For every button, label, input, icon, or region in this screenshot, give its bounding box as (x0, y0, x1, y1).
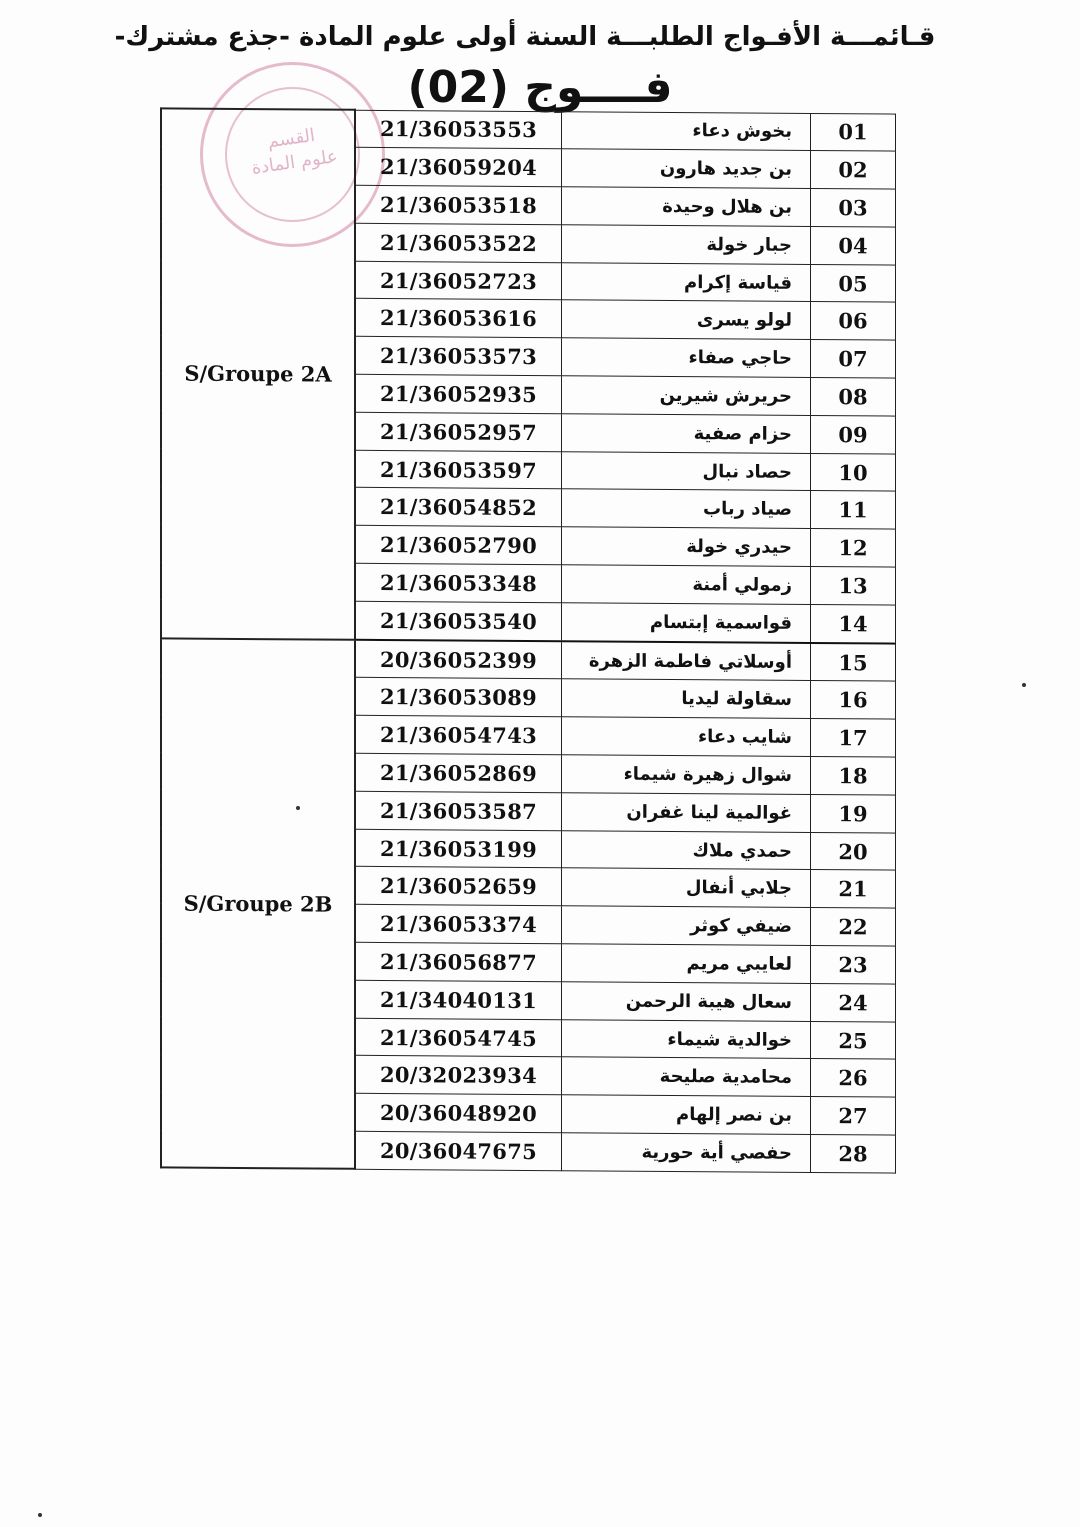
student-id-cell: 20/36048920 (355, 1094, 562, 1133)
student-id-cell: 21/36052957 (355, 412, 562, 451)
row-number-cell: 15 (811, 643, 896, 682)
student-name-cell: لولو يسرى (562, 300, 811, 340)
student-id-cell: 21/36053540 (355, 601, 562, 641)
student-id-cell: 21/36059204 (355, 148, 562, 187)
student-id-cell: 21/36053587 (355, 791, 562, 830)
table-row (161, 108, 896, 151)
group-heading: فــــوج (02) (407, 62, 673, 113)
student-name-cell: حصاد نبال (562, 451, 811, 491)
student-id-cell: 21/36053522 (355, 223, 562, 262)
row-number-cell: 14 (811, 604, 896, 643)
row-number-cell: 26 (811, 1059, 896, 1097)
student-name-cell: قواسمية إبتسام (562, 603, 811, 643)
row-number-cell: 10 (811, 453, 896, 491)
student-name-cell: بخوش دعاء (562, 111, 811, 151)
student-id-cell: 20/36047675 (355, 1131, 562, 1170)
student-id-cell: 21/36053518 (355, 185, 562, 224)
student-list-table (160, 110, 896, 1165)
subgroup-cell: S/Groupe 2A (161, 108, 355, 639)
row-number-cell: 18 (811, 757, 896, 795)
row-number-cell: 06 (811, 302, 896, 340)
student-name-cell: بن نصر إلهام (562, 1095, 811, 1135)
row-number-cell: 02 (811, 151, 896, 189)
student-id-cell: 21/36052935 (355, 374, 562, 413)
student-name-cell: لعايبي مريم (562, 944, 811, 984)
row-number-cell: 16 (811, 681, 896, 719)
student-id-cell: 21/36052723 (355, 261, 562, 300)
student-name-cell: صياد رباب (562, 489, 811, 529)
student-name-cell: حيدري خولة (562, 527, 811, 567)
row-number-cell: 13 (811, 567, 896, 605)
table-row (161, 638, 896, 681)
row-number-cell: 07 (811, 340, 896, 378)
row-number-cell: 23 (811, 946, 896, 984)
student-id-cell: 20/32023934 (355, 1056, 562, 1095)
student-name-cell: جبار خولة (562, 225, 811, 265)
student-id-cell: 21/36053199 (355, 829, 562, 868)
student-name-cell: ضيفي كوثر (562, 906, 811, 946)
row-number-cell: 17 (811, 719, 896, 757)
row-number-cell: 01 (811, 113, 896, 151)
student-id-cell: 21/36054743 (355, 716, 562, 755)
student-name-cell: أوسلاتي فاطمة الزهرة (562, 641, 811, 681)
student-name-cell: جلابي أنفال (562, 868, 811, 908)
student-id-cell: 21/36053089 (355, 678, 562, 717)
row-number-cell: 11 (811, 491, 896, 529)
student-id-cell: 21/36053553 (355, 110, 562, 149)
student-name-cell: قياسة إكرام (562, 262, 811, 302)
student-id-cell: 20/36052399 (355, 639, 562, 679)
student-id-cell: 21/36053573 (355, 337, 562, 376)
stamp-line-2: علوم المادة (250, 145, 339, 179)
student-name-cell: شايب دعاء (562, 717, 811, 757)
row-number-cell: 05 (811, 264, 896, 302)
subgroup-cell: S/Groupe 2B (161, 638, 355, 1169)
student-id-cell: 21/36052790 (355, 526, 562, 565)
row-number-cell: 22 (811, 908, 896, 946)
student-id-cell: 21/36052869 (355, 753, 562, 792)
row-number-cell: 28 (811, 1134, 896, 1172)
student-name-cell: زمولي أمنة (562, 565, 811, 605)
document-title: قـائمـــة الأفـواج الطلبـــة السنة أولى علوم المادة -جذع مشترك- (114, 22, 936, 52)
student-name-cell: سقاولة ليديا (562, 679, 811, 719)
student-id-cell: 21/36053374 (355, 905, 562, 944)
student-id-cell: 21/36054852 (355, 488, 562, 527)
scan-speck (38, 1513, 42, 1517)
row-number-cell: 20 (811, 832, 896, 870)
row-number-cell: 08 (811, 378, 896, 416)
row-number-cell: 04 (811, 226, 896, 264)
stamp-line-1: القسم (266, 124, 317, 153)
student-id-cell: 21/34040131 (355, 980, 562, 1019)
student-id-cell: 21/36054745 (355, 1018, 562, 1057)
row-number-cell: 12 (811, 529, 896, 567)
student-name-cell: خوالدية شيماء (562, 1019, 811, 1059)
student-name-cell: حريرش شيرين (562, 376, 811, 416)
student-id-cell: 21/36056877 (355, 942, 562, 981)
student-name-cell: شوال زهيرة شيماء (562, 755, 811, 795)
student-name-cell: محامدية صليحة (562, 1057, 811, 1097)
row-number-cell: 24 (811, 983, 896, 1021)
student-name-cell: حمدي ملاك (562, 830, 811, 870)
row-number-cell: 03 (811, 189, 896, 227)
student-id-cell: 21/36052659 (355, 867, 562, 906)
student-name-cell: حزام صفية (562, 414, 811, 454)
student-name-cell: بن جديد هارون (562, 149, 811, 189)
student-name-cell: حاجي صفاء (562, 338, 811, 378)
student-id-cell: 21/36053616 (355, 299, 562, 338)
student-name-cell: سعال هيبة الرحمن (562, 982, 811, 1022)
row-number-cell: 09 (811, 415, 896, 453)
student-name-cell: بن هلال وحيدة (562, 187, 811, 227)
row-number-cell: 19 (811, 794, 896, 832)
student-id-cell: 21/36053597 (355, 450, 562, 489)
scan-speck (296, 806, 300, 810)
row-number-cell: 21 (811, 870, 896, 908)
student-name-cell: غوالمية لينا غفران (562, 793, 811, 833)
row-number-cell: 25 (811, 1021, 896, 1059)
scan-speck (1022, 683, 1026, 687)
row-number-cell: 27 (811, 1097, 896, 1135)
student-name-cell: حفصي أية حورية (562, 1133, 811, 1173)
student-id-cell: 21/36053348 (355, 563, 562, 602)
table-body (161, 108, 896, 1172)
